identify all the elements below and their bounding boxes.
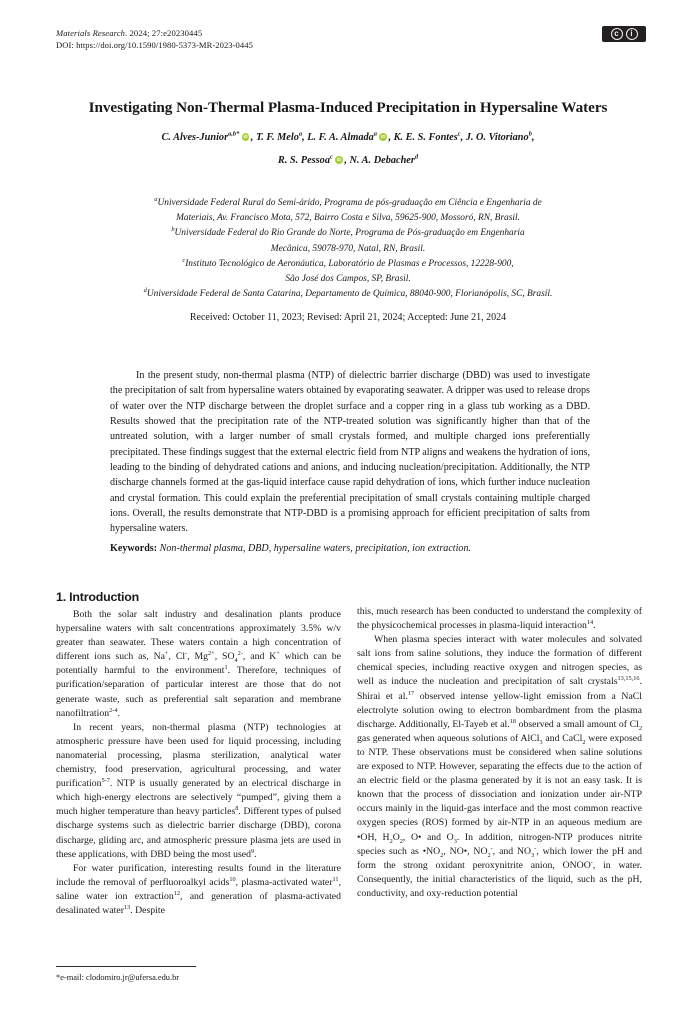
author-name[interactable]: C. Alves-Junior	[161, 132, 229, 143]
section-heading-introduction: 1. Introduction	[56, 590, 140, 605]
affiliation-line: $^b$Universidade Federal do Rio Grande do Norte, Programa de Pós-graduação em Engenharia	[171, 226, 525, 239]
affiliation-line: $^a$Universidade Federal Rural do Semi-árido, Programa de pós-graduação em Ciência e Engenharia de	[154, 195, 542, 208]
affiliation-line: São José dos Campos, SP, Brasil.	[285, 274, 411, 285]
affiliation-line: $^d$Universidade Federal de Santa Catarina, Departamento de Química, 88040-900, Florianópolis, SC, Brasil.	[143, 287, 553, 300]
journal-citation-line	[56, 27, 476, 39]
footnote-email: *e-mail: clodomiro.jr@ufersa.edu.br	[56, 973, 180, 982]
author-line-1: C. Alves-Junior$^{a,b*}$ iD , T. F. Melo$^a$, L. F. A. Almada$^a$ iD , K. E. S. Fontes$^c$, J. O. Vitoriano$^b$,	[48, 126, 648, 149]
author-name[interactable]: N. A. Debacher	[349, 155, 415, 166]
affiliation-line: Materiais, Av. Francisco Mota, 572, Bairro Costa e Silva, 59625-900, Mossoró, RN, Brasil.	[176, 213, 520, 224]
body-column-right	[357, 605, 642, 901]
author-list	[48, 126, 648, 172]
author-affil-marker: c	[457, 130, 461, 138]
paragraph: When plasma species interact with water molecules and solvated salt ions from saline solutions, they induce the formation of different chemical species, including reactive oxygen and nitrogen species, as well as induce the nucleation and precipitation of salt crystals$^{13,15,16}$. Shirai et al.$^{17}$ observed intense yellow-light emission from a NaCl electrolyte solution owing to electron bombardment from the plasma discharge. Additionally, El-Tayeb et al.$^{18}$ observed a small amount of $Cl_2$ gas generated when aqueous solutions of AlCl$_3$ and CaCl$_2$ were exposed to NTP. These observations must be considered when saline solutions are exposed to NTP. However, separating the effects due to the action of an electric field or the plasma generated by it is not an easy task. It is known that the process of dissociation and ionization under air-NTP occurs mainly in the liquid-gas interface and the most common reactive oxygen species (ROS) formed by air-NTP in an aqueous medium are •OH, $H_2O_2$, O• and $O_3$. In addition, nitrogen-NTP produces nitrite species such as $•NO_2$, NO•, $NO_2^-$, and $NO_3^-$, which lower the pH and form the strong oxidant peroxynitrite anion, ONOO-, in water. Consequently, the initial characteristics of the liquid, such as the pH, conductivity, and oxy-reduction potential	[357, 634, 642, 899]
doi-line	[56, 39, 476, 51]
affiliation-marker: c	[182, 256, 186, 264]
journal-name: Materials Research	[56, 28, 126, 38]
page-title: Investigating Non-Thermal Plasma-Induced Precipitation in Hypersaline Waters	[88, 99, 608, 117]
journal-header	[56, 27, 476, 51]
keywords-block	[110, 541, 590, 556]
author-name[interactable]: K. E. S. Fontes	[393, 132, 458, 143]
affiliation-line: $^c$Instituto Tecnológico de Aeronáutica, Laboratório de Plasmas e Processos, 12228-900,	[182, 256, 514, 269]
abstract-text: In the present study, non-thermal plasma (NTP) of dielectric barrier discharge (DBD) was used to investigate the precipitation of salt from hypersaline waters obtained by evaporating seawater. A dripper was used to release drops of water over the NTP discharge between the droplet surface and a copper ring in a glass tub working as a DBD. Results showed that the precipitation rate of the NTP-treated solution was significantly higher than that of the untreated solution, with a larger number of small crystals formed, and multiple charged ions preferentially precipitated. These findings suggest that the external electric field from NTP aligns and weakens the hydration of ions, leading to the binding of dehydrated cations and anions, and inducing nucleation/precipitation. Additionally, the NTP discharge channels formed at the gas-liquid interface cause rapid dehydration of ions, which further induce nucleation and crystal formation. This could explain the preferential precipitation of small crystals containing multiple charged ions. Overall, the results demonstrate that NTP-DBD is a promising approach for efficient precipitation of salts from hypersaline waters.	[110, 370, 590, 535]
author-name[interactable]: L. F. A. Almada	[307, 132, 374, 143]
orcid-icon[interactable]	[242, 133, 250, 141]
creative-commons-badge[interactable]	[602, 26, 646, 42]
doi-link[interactable]: https://doi.org/10.1590/1980-5373-MR-2023-0445	[76, 40, 253, 50]
author-name[interactable]: J. O. Vitoriano	[465, 132, 529, 143]
paragraph: Both the solar salt industry and desalination plants produce hypersaline waters with salt concentrations approximately 3.5% w/v greater than seawater. These waters contain a high concentration of different ions such as, Na+, Cl-, $Mg^{2+}$, $SO_4^{2-}$, and K+ which can be potentially harmful to the environment$^1$. Therefore, techniques of purification/separation of particular interest are those that do not generate waste, such as preferential salt separation and membrane nanofiltration$^{2-4}$.	[56, 609, 341, 719]
author-affil-marker: d	[414, 153, 419, 161]
keywords-list: Non-thermal plasma, DBD, hypersaline waters, precipitation, ion extraction.	[159, 543, 472, 554]
footnote-divider	[56, 966, 196, 967]
cc-by-icon: i	[626, 28, 638, 40]
affiliations-block	[48, 196, 648, 302]
author-affil-marker: c	[329, 153, 333, 161]
paragraph: For water purification, interesting results found in the literature include the removal of perfluoroalkyl acids$^{10}$, plasma-activated water$^{11}$, saline water ion extraction$^{12}$, and generation of plasma-activated desalinated water$^{13}$. Despite	[56, 862, 341, 916]
journal-citation: . 2024; 27:e20230445	[125, 28, 203, 38]
affiliation-marker: b	[171, 226, 175, 234]
paragraph: In recent years, non-thermal plasma (NTP) technologies at atmospheric pressure have been used for liquid processing, including nanomaterial processing, plasma sterilization, analytical water chemistry, food preservation, agricultural processing, and water purification$^{5-7}$. NTP is usually generated by an electrical discharge in which high-energy electrons are selectively “pumped”, giving them a much higher temperature than heavy particles$^8$. Different types of pulsed discharge systems such as dielectric barrier discharge (DBD), corona discharge, gliding arc, and atmospheric pressure plasma jets are used in these applications, with DBD being the most used$^9$.	[56, 721, 342, 860]
orcid-icon[interactable]	[379, 133, 387, 141]
author-name[interactable]: T. F. Melo	[255, 132, 299, 143]
author-line-2: R. S. Pessoa$^c$ iD , N. A. Debacher$^d$	[48, 149, 648, 172]
keywords-label: Keywords:	[110, 543, 158, 554]
doi-label: DOI:	[56, 40, 77, 50]
author-affil-marker: a	[298, 130, 303, 138]
article-dates: Received: October 11, 2023; Revised: April 21, 2024; Accepted: June 21, 2024	[189, 312, 507, 323]
affiliation-marker: d	[143, 287, 147, 295]
cc-logo-icon: c	[611, 28, 623, 40]
orcid-icon[interactable]	[335, 156, 343, 164]
paragraph: this, much research has been conducted to understand the complexity of the physicochemical processes in plasma-liquid interaction$^{14}$.	[357, 606, 642, 632]
body-column-left	[56, 608, 341, 918]
affiliation-marker: a	[154, 195, 158, 203]
affiliation-line: Mecânica, 59078-970, Natal, RN, Brasil.	[270, 243, 426, 254]
author-affil-marker: a,b*	[228, 130, 240, 138]
author-affil-marker: b	[528, 130, 532, 138]
abstract-block	[110, 368, 590, 537]
author-name[interactable]: R. S. Pessoa	[277, 155, 330, 166]
author-affil-marker: a	[373, 130, 377, 138]
